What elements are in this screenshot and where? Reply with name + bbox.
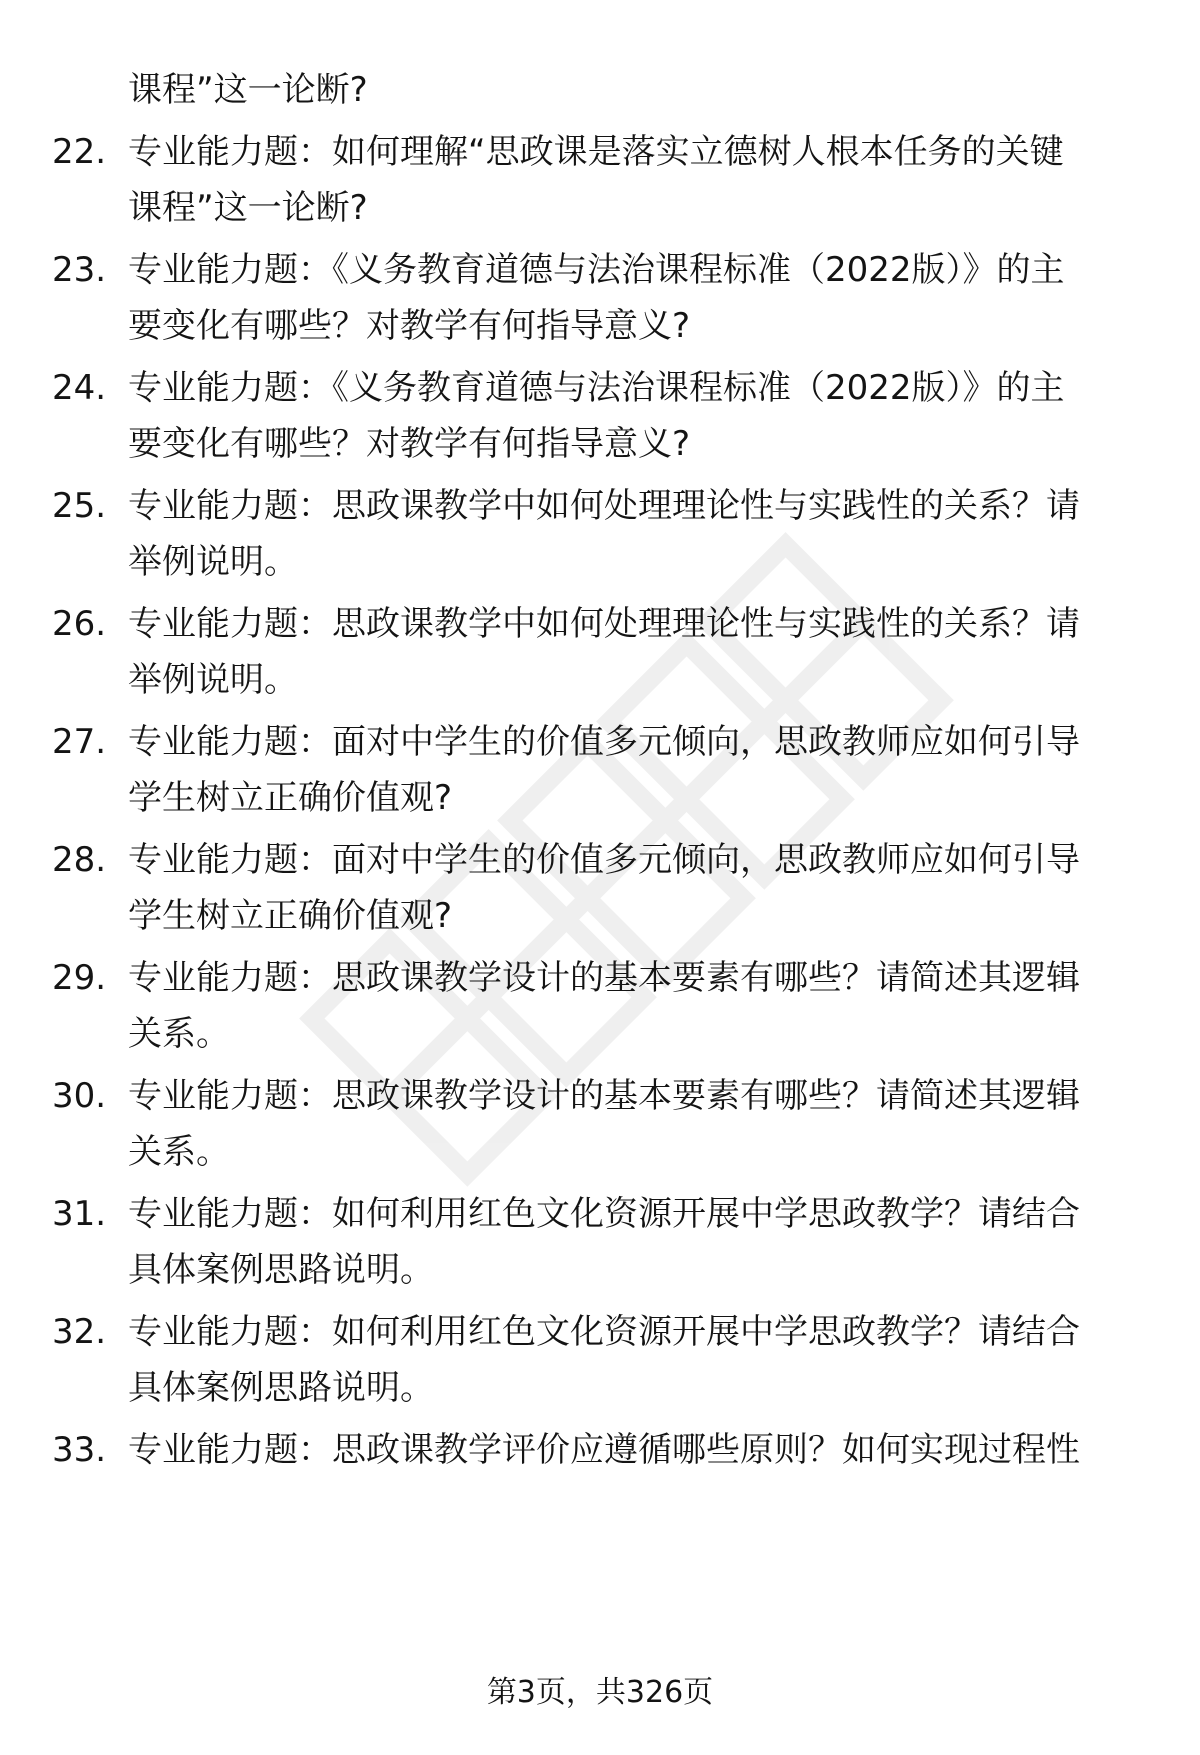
question-text-line1: 专业能力题：如何利用红色文化资源开展中学思政教学？请结合	[128, 1312, 1080, 1352]
question-number: 23.	[52, 250, 107, 290]
question-text-line1: 专业能力题：思政课教学设计的基本要素有哪些？请简述其逻辑	[128, 958, 1080, 998]
question-text-line1: 专业能力题：思政课教学中如何处理理论性与实践性的关系？请	[128, 486, 1080, 526]
question-text-line1: 专业能力题：面对中学生的价值多元倾向，思政教师应如何引导	[128, 840, 1080, 880]
question-number: 25.	[52, 486, 107, 526]
question-number: 27.	[52, 722, 107, 762]
question-number: 31.	[52, 1194, 107, 1234]
page-footer: 第3页，共326页	[486, 1675, 714, 1710]
question-number: 26.	[52, 604, 107, 644]
question-text-line2: 举例说明。	[128, 660, 298, 700]
question-number: 30.	[52, 1076, 107, 1116]
continuation-text: 课程”这一论断?	[128, 70, 368, 110]
question-text-line2: 举例说明。	[128, 542, 298, 582]
question-text-line1: 专业能力题：《义务教育道德与法治课程标准（2022版）》的主	[128, 368, 1065, 408]
question-text-line2: 学生树立正确价值观?	[128, 778, 453, 818]
question-text-line2: 要变化有哪些？对教学有何指导意义?	[128, 306, 691, 346]
question-text-line1: 专业能力题：如何理解“思政课是落实立德树人根本任务的关键	[128, 132, 1064, 172]
question-number: 29.	[52, 958, 107, 998]
question-text-line1: 专业能力题：如何利用红色文化资源开展中学思政教学？请结合	[128, 1194, 1080, 1234]
question-text-line2: 要变化有哪些？对教学有何指导意义?	[128, 424, 691, 464]
question-number: 28.	[52, 840, 107, 880]
question-text-line1: 专业能力题：思政课教学评价应遵循哪些原则？如何实现过程性	[128, 1430, 1080, 1470]
question-text-line1: 专业能力题：面对中学生的价值多元倾向，思政教师应如何引导	[128, 722, 1080, 762]
question-number: 33.	[52, 1430, 107, 1470]
question-number: 32.	[52, 1312, 107, 1352]
question-text-line1: 专业能力题：《义务教育道德与法治课程标准（2022版）》的主	[128, 250, 1065, 290]
question-text-line2: 学生树立正确价值观?	[128, 896, 453, 936]
question-text-line2: 具体案例思路说明。	[128, 1368, 434, 1408]
question-text-line1: 专业能力题：思政课教学中如何处理理论性与实践性的关系？请	[128, 604, 1080, 644]
question-text-line2: 具体案例思路说明。	[128, 1250, 434, 1290]
question-number: 24.	[52, 368, 107, 408]
question-text-line2: 课程”这一论断?	[128, 188, 368, 228]
question-text-line2: 关系。	[128, 1132, 230, 1172]
question-text-line2: 关系。	[128, 1014, 230, 1054]
question-number: 22.	[52, 132, 107, 172]
question-text-line1: 专业能力题：思政课教学设计的基本要素有哪些？请简述其逻辑	[128, 1076, 1080, 1116]
